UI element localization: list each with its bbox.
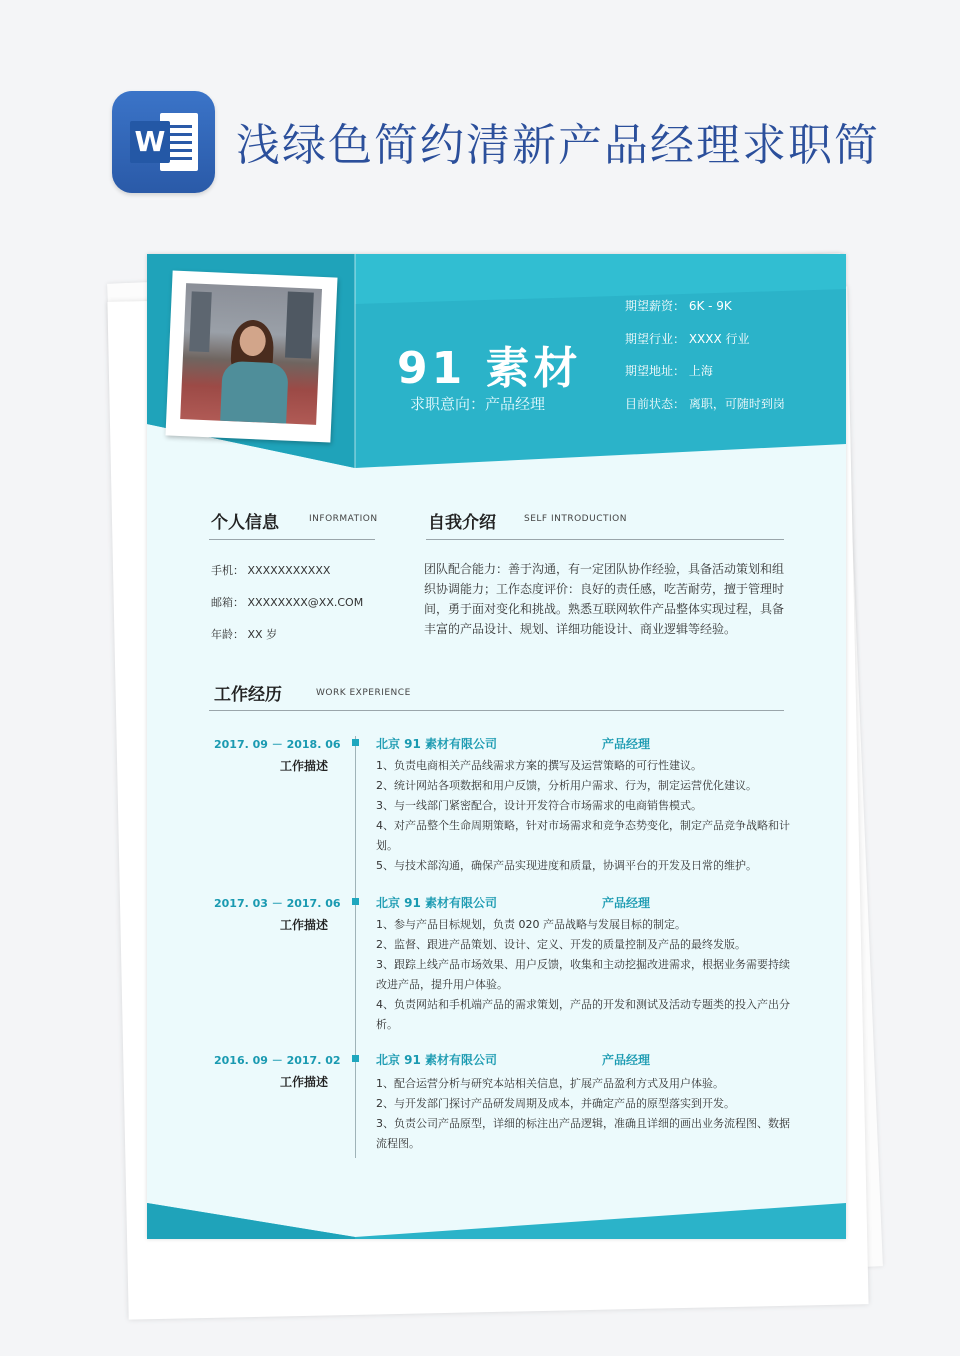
job-dates: 2016. 09 － 2017. 02 bbox=[214, 1054, 341, 1067]
job-duties bbox=[376, 915, 796, 1035]
work-experience-divider bbox=[209, 710, 784, 711]
email-field: 邮箱： XXXXXXXX@XX.COM bbox=[211, 596, 364, 609]
job-dates: 2017. 03 － 2017. 06 bbox=[214, 897, 341, 910]
duty-item: 1、负责电商相关产品线需求方案的撰写及运营策略的可行性建议。 bbox=[376, 759, 702, 772]
duty-item: 4、负责网站和手机端产品的需求策划，产品的开发和测试及活动专题类的投入产出分析。 bbox=[376, 998, 790, 1031]
duty-item: 2、监督、跟进产品策划、设计、定义、开发的质量控制及产品的最终发版。 bbox=[376, 938, 746, 951]
timeline-dot bbox=[352, 1055, 359, 1062]
job-role: 产品经理 bbox=[602, 1053, 651, 1067]
personal-info-divider bbox=[209, 539, 375, 540]
duty-item: 1、配合运营分析与研究本站相关信息，扩展产品盈利方式及用户体验。 bbox=[376, 1077, 724, 1090]
resume-page bbox=[147, 254, 846, 1239]
document-title: 浅绿色简约清新产品经理求职简 bbox=[236, 120, 880, 171]
duty-item: 4、对产品整个生命周期策略，针对市场需求和竞争态势变化，制定产品竞争战略和计划。 bbox=[376, 819, 790, 852]
word-app-icon bbox=[112, 91, 215, 193]
age-field: 年龄： XX 岁 bbox=[211, 628, 278, 641]
duty-item: 2、统计网站各项数据和用户反馈，分析用户需求、行为，制定运营优化建议。 bbox=[376, 779, 757, 792]
current-status: 目前状态： 离职，可随时到岗 bbox=[625, 396, 785, 411]
self-intro-text: 团队配合能力：善于沟通，有一定团队协作经验，具备活动策划和组织协调能力；工作态度评价：良好的责任感，吃苦耐劳，擅于管理时间，勇于面对变化和挑战。熟悉互联网软件产品整体实现过程，具备丰富的产品设计、规划、详细功能设计、商业逻辑等经验。 bbox=[424, 562, 785, 636]
self-intro-title: 自我介绍 bbox=[428, 513, 496, 533]
expectations-list bbox=[625, 298, 785, 428]
word-letter: W bbox=[130, 121, 170, 163]
job-desc-label: 工作描述 bbox=[280, 1075, 329, 1089]
personal-info-title: 个人信息 bbox=[211, 513, 279, 533]
personal-info-subtitle: INFORMATION bbox=[309, 514, 378, 524]
job-role: 产品经理 bbox=[602, 737, 651, 751]
job-desc-label: 工作描述 bbox=[280, 759, 329, 773]
duty-item: 3、负责公司产品原型，详细的标注出产品逻辑，准确且详细的画出业务流程图、数据流程图。 bbox=[376, 1117, 790, 1150]
duty-item: 2、与开发部门探讨产品研发周期及成本，并确定产品的原型落实到开发。 bbox=[376, 1097, 735, 1110]
footer-band bbox=[147, 1203, 846, 1239]
profile-photo-frame bbox=[165, 270, 337, 442]
job-desc-label: 工作描述 bbox=[280, 918, 329, 932]
job-role: 产品经理 bbox=[602, 896, 651, 910]
job-company: 北京 91 素材有限公司 bbox=[376, 737, 498, 751]
expected-industry: 期望行业： XXXX 行业 bbox=[625, 331, 750, 346]
timeline-line bbox=[355, 736, 356, 1158]
expected-salary: 期望薪资： 6K - 9K bbox=[625, 299, 732, 313]
job-company: 北京 91 素材有限公司 bbox=[376, 1053, 498, 1067]
candidate-name: 91 素材 bbox=[397, 343, 582, 394]
duty-item: 3、跟踪上线产品市场效果、用户反馈，收集和主动挖掘改进需求，根据业务需要持续改进产品，提升用户体验。 bbox=[376, 958, 790, 991]
self-intro-subtitle: SELF INTRODUCTION bbox=[524, 514, 627, 524]
expected-location: 期望地址： 上海 bbox=[625, 364, 713, 378]
duty-item: 5、与技术部沟通，确保产品实现进度和质量，协调平台的开发及日常的维护。 bbox=[376, 859, 757, 872]
duty-item: 1、参与产品目标规划，负责 020 产品战略与发展目标的制定。 bbox=[376, 918, 686, 931]
phone-field: 手机： XXXXXXXXXXX bbox=[211, 564, 331, 577]
job-duties bbox=[376, 756, 796, 876]
job-intent: 求职意向：产品经理 bbox=[410, 395, 546, 413]
work-experience-subtitle: WORK EXPERIENCE bbox=[316, 688, 411, 698]
job-company: 北京 91 素材有限公司 bbox=[376, 896, 498, 910]
profile-photo bbox=[180, 283, 322, 425]
timeline-dot bbox=[352, 739, 359, 746]
job-duties bbox=[376, 1074, 796, 1154]
timeline-dot bbox=[352, 898, 359, 905]
self-intro-divider bbox=[426, 539, 784, 540]
job-dates: 2017. 09 － 2018. 06 bbox=[214, 738, 341, 751]
duty-item: 3、与一线部门紧密配合，设计开发符合市场需求的电商销售模式。 bbox=[376, 799, 702, 812]
work-experience-title: 工作经历 bbox=[214, 685, 282, 705]
